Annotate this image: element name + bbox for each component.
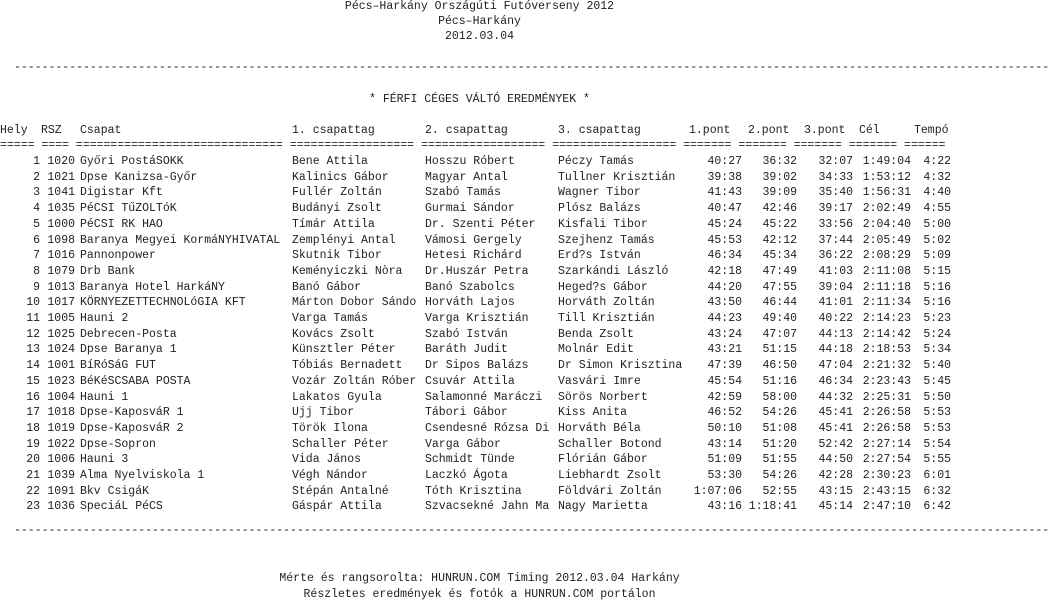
cell-split1: 44:20 <box>707 280 742 294</box>
cell-member1: Ujj Tibor <box>292 406 355 420</box>
cell-pace: 5:16 <box>923 280 951 294</box>
cell-member2: Banó Szabolcs <box>425 280 515 294</box>
cell-member3: Schaller Botond <box>558 437 662 451</box>
table-row <box>0 218 959 232</box>
cell-finish: 2:02:49 <box>862 202 911 216</box>
cell-split2: 54:26 <box>762 406 797 420</box>
cell-split1: 53:30 <box>707 469 742 482</box>
cell-member1: Tímár Attila <box>292 217 375 231</box>
cell-place: 4 <box>33 202 40 216</box>
cell-team: Debrecen-Posta <box>80 327 177 341</box>
cell-member3: Tullner Krisztián <box>558 170 676 184</box>
cell-finish: 2:47:10 <box>862 500 911 514</box>
table-row <box>0 328 959 342</box>
cell-split1: 40:27 <box>707 155 742 168</box>
footer-portal: Részletes eredmények és fotók a HUNRUN.COM portálon <box>303 588 656 601</box>
column-header-team: Csapat <box>80 124 122 137</box>
cell-member1: Lakatos Gyula <box>292 390 382 404</box>
cell-split1: 45:54 <box>707 374 742 388</box>
cell-finish: 2:14:23 <box>862 312 911 325</box>
cell-team: KÖRNYEZETTECHNOLóGIA KFT <box>80 296 246 310</box>
cell-split2: 47:55 <box>762 280 797 294</box>
cell-finish: 1:49:04 <box>862 155 911 168</box>
cell-pace: 5:23 <box>923 312 951 325</box>
cell-team: Hauni 1 <box>80 390 129 404</box>
cell-team: Dpse Kanizsa-Győr <box>80 170 198 184</box>
cell-split2: 1:18:41 <box>748 500 797 514</box>
cell-finish: 2:26:58 <box>862 421 911 435</box>
cell-member3: Benda Zsolt <box>558 327 634 341</box>
table-row <box>0 359 959 373</box>
cell-split2: 42:12 <box>762 233 797 247</box>
cell-finish: 2:11:08 <box>862 264 911 278</box>
cell-place: 12 <box>26 327 40 341</box>
cell-split2: 51:15 <box>762 343 797 357</box>
cell-split3: 44:32 <box>818 390 853 404</box>
cell-member2: Csendesné Rózsa Di <box>425 421 550 435</box>
cell-pace: 5:02 <box>923 233 951 247</box>
cell-team: Bkv CsigáK <box>80 484 150 498</box>
cell-member3: Kiss Anita <box>558 406 628 420</box>
cell-finish: 2:23:43 <box>862 374 911 388</box>
cell-team: PéCSI RK HAO <box>80 217 163 231</box>
cell-finish: 2:43:15 <box>862 484 911 498</box>
cell-team: Dpse-Sopron <box>80 437 156 451</box>
cell-place: 23 <box>26 500 40 514</box>
cell-pace: 5:55 <box>923 453 951 467</box>
cell-member1: Künsztler Péter <box>292 343 396 357</box>
cell-split3: 33:56 <box>818 217 853 231</box>
cell-member3: Vasvári Imre <box>558 374 641 388</box>
cell-member3: Földvári Zoltán <box>558 484 662 498</box>
cell-team: Dpse-KaposváR 1 <box>80 406 184 420</box>
cell-member2: Salamonné Maráczi <box>425 390 543 404</box>
cell-pace: 5:50 <box>923 390 951 404</box>
cell-bib: 1000 <box>47 217 75 231</box>
table-row <box>0 202 959 216</box>
cell-member3: Erd?s István <box>558 249 641 263</box>
cell-split1: 42:59 <box>707 390 742 404</box>
cell-split1: 43:24 <box>707 327 742 341</box>
column-header-split2: 2.pont <box>748 124 790 137</box>
cell-split1: 40:47 <box>707 202 742 216</box>
table-separator: ===== ==== ============================== ================== ================== ================== ======= ======= ======= ======= ====== <box>0 139 946 152</box>
cell-split2: 51:16 <box>762 374 797 388</box>
cell-member1: Zemplényi Antal <box>292 233 396 247</box>
cell-bib: 1019 <box>47 421 75 435</box>
cell-member1: Banó Gábor <box>292 280 362 294</box>
cell-place: 1 <box>33 155 40 168</box>
cell-place: 10 <box>26 296 40 310</box>
cell-pace: 5:15 <box>923 264 951 278</box>
cell-finish: 1:53:12 <box>862 170 911 184</box>
cell-member1: Schaller Péter <box>292 437 389 451</box>
cell-finish: 2:05:49 <box>862 233 911 247</box>
cell-member2: Laczkó Ágota <box>425 469 508 482</box>
cell-pace: 5:54 <box>923 437 951 451</box>
column-header-bib: RSZ <box>41 124 62 137</box>
cell-pace: 4:40 <box>923 186 951 200</box>
cell-split3: 46:34 <box>818 374 853 388</box>
cell-split2: 51:55 <box>762 453 797 467</box>
cell-bib: 1020 <box>47 155 75 168</box>
dashed-divider-bottom: ------------------------------------------------------------------------------------------------------------------------------------------------------ <box>14 524 1049 537</box>
cell-split3: 39:17 <box>818 202 853 216</box>
cell-member2: Hetesi Richárd <box>425 249 522 263</box>
cell-team: BéKéSCSABA POSTA <box>80 374 191 388</box>
cell-member1: Stépán Antalné <box>292 484 389 498</box>
cell-split3: 32:07 <box>818 155 853 168</box>
cell-finish: 2:14:42 <box>862 327 911 341</box>
cell-split1: 43:21 <box>707 343 742 357</box>
cell-split2: 47:07 <box>762 327 797 341</box>
cell-team: Dpse-KaposváR 2 <box>80 421 184 435</box>
cell-member3: Heged?s Gábor <box>558 280 648 294</box>
cell-split1: 46:52 <box>707 406 742 420</box>
cell-team: Digistar Kft <box>80 186 163 200</box>
dashed-divider-top: ------------------------------------------------------------------------------------------------------------------------------------------------------ <box>14 61 1049 74</box>
table-row <box>0 265 959 279</box>
cell-place: 8 <box>33 264 40 278</box>
cell-team: SpeciáL PéCS <box>80 500 163 514</box>
cell-bib: 1013 <box>47 280 75 294</box>
cell-bib: 1025 <box>47 327 75 341</box>
cell-split1: 51:09 <box>707 453 742 467</box>
cell-bib: 1016 <box>47 249 75 263</box>
cell-place: 16 <box>26 390 40 404</box>
cell-bib: 1018 <box>47 406 75 420</box>
cell-member2: Magyar Antal <box>425 170 508 184</box>
cell-finish: 2:18:53 <box>862 343 911 357</box>
table-row <box>0 406 959 420</box>
cell-member2: Dr Sipos Balázs <box>425 359 529 373</box>
cell-team: Dpse Baranya 1 <box>80 343 177 357</box>
cell-split3: 37:44 <box>818 233 853 247</box>
column-header-place: Hely <box>0 124 28 137</box>
cell-split1: 44:23 <box>707 312 742 325</box>
table-row <box>0 171 959 185</box>
cell-split1: 43:50 <box>707 296 742 310</box>
cell-finish: 2:26:58 <box>862 406 911 420</box>
cell-split3: 43:15 <box>818 484 853 498</box>
cell-member3: Dr Simon Krisztina <box>558 359 683 373</box>
cell-split3: 42:28 <box>818 469 853 482</box>
cell-split3: 44:13 <box>818 327 853 341</box>
cell-split2: 42:46 <box>762 202 797 216</box>
table-row <box>0 343 959 357</box>
table-row <box>0 186 959 200</box>
cell-split3: 47:04 <box>818 359 853 373</box>
cell-bib: 1036 <box>47 500 75 514</box>
cell-split2: 39:02 <box>762 170 797 184</box>
cell-finish: 2:25:31 <box>862 390 911 404</box>
cell-team: BíRóSáG FUT <box>80 359 156 373</box>
cell-member2: Szabó Tamás <box>425 186 501 200</box>
cell-split2: 51:08 <box>762 421 797 435</box>
cell-team: Baranya Megyei KormáNYHIVATAL <box>80 233 281 247</box>
cell-place: 2 <box>33 170 40 184</box>
cell-member3: Horváth Zoltán <box>558 296 655 310</box>
table-row <box>0 453 959 467</box>
cell-team: PéCSI TűZOLTóK <box>80 202 177 216</box>
cell-member3: Horváth Béla <box>558 421 641 435</box>
cell-bib: 1021 <box>47 170 75 184</box>
cell-bib: 1004 <box>47 390 75 404</box>
cell-team: Pannonpower <box>80 249 156 263</box>
cell-place: 13 <box>26 343 40 357</box>
cell-member1: Végh Nándor <box>292 469 368 482</box>
column-header-split1: 1.pont <box>689 124 731 137</box>
column-header-member1: 1. csapattag <box>292 124 375 137</box>
cell-split1: 1:07:06 <box>693 484 742 498</box>
cell-place: 7 <box>33 249 40 263</box>
cell-member1: Bene Attila <box>292 155 368 168</box>
cell-split2: 49:40 <box>762 312 797 325</box>
cell-split2: 58:00 <box>762 390 797 404</box>
cell-split3: 45:41 <box>818 406 853 420</box>
cell-bib: 1079 <box>47 264 75 278</box>
cell-member3: Péczy Tamás <box>558 155 634 168</box>
cell-split3: 41:01 <box>818 296 853 310</box>
cell-place: 3 <box>33 186 40 200</box>
cell-split3: 45:14 <box>818 500 853 514</box>
cell-member3: Till Krisztián <box>558 312 655 325</box>
cell-member1: Fullér Zoltán <box>292 186 382 200</box>
cell-finish: 2:30:23 <box>862 469 911 482</box>
cell-member2: Schmidt Tünde <box>425 453 515 467</box>
cell-finish: 2:11:18 <box>862 280 911 294</box>
cell-pace: 6:01 <box>923 469 951 482</box>
cell-bib: 1091 <box>47 484 75 498</box>
cell-split2: 46:44 <box>762 296 797 310</box>
cell-bib: 1017 <box>47 296 75 310</box>
cell-split1: 43:16 <box>707 500 742 514</box>
cell-place: 5 <box>33 217 40 231</box>
cell-split3: 41:03 <box>818 264 853 278</box>
cell-split1: 41:43 <box>707 186 742 200</box>
cell-pace: 5:24 <box>923 327 951 341</box>
cell-member2: Gurmai Sándor <box>425 202 515 216</box>
cell-team: Drb Bank <box>80 264 136 278</box>
cell-split3: 39:04 <box>818 280 853 294</box>
cell-split2: 39:09 <box>762 186 797 200</box>
cell-bib: 1001 <box>47 359 75 373</box>
cell-bib: 1035 <box>47 202 75 216</box>
table-row <box>0 469 959 483</box>
cell-team: Hauni 2 <box>80 312 129 325</box>
cell-member3: Kisfali Tibor <box>558 217 648 231</box>
cell-split3: 44:18 <box>818 343 853 357</box>
cell-pace: 5:40 <box>923 359 951 373</box>
cell-place: 21 <box>26 469 40 482</box>
cell-member1: Keményiczki Nòra <box>292 264 403 278</box>
cell-member1: Kovács Zsolt <box>292 327 375 341</box>
cell-finish: 2:04:40 <box>862 217 911 231</box>
table-row <box>0 438 959 452</box>
cell-split3: 45:41 <box>818 421 853 435</box>
cell-member1: Vida János <box>292 453 362 467</box>
table-row <box>0 422 959 436</box>
cell-team: Hauni 3 <box>80 453 129 467</box>
cell-split1: 46:34 <box>707 249 742 263</box>
cell-bib: 1006 <box>47 453 75 467</box>
cell-member2: Szabó István <box>425 327 508 341</box>
cell-split2: 47:49 <box>762 264 797 278</box>
cell-bib: 1024 <box>47 343 75 357</box>
cell-member1: Tóbiás Bernadett <box>292 359 403 373</box>
cell-bib: 1023 <box>47 374 75 388</box>
cell-split3: 36:22 <box>818 249 853 263</box>
cell-split2: 52:55 <box>762 484 797 498</box>
table-row <box>0 281 959 295</box>
cell-split1: 39:38 <box>707 170 742 184</box>
cell-member3: Szejhenz Tamás <box>558 233 655 247</box>
column-header-finish: Cél <box>859 124 880 137</box>
cell-team: Baranya Hotel HarkáNY <box>80 280 225 294</box>
cell-split1: 42:18 <box>707 264 742 278</box>
cell-bib: 1041 <box>47 186 75 200</box>
table-row <box>0 296 959 310</box>
cell-member3: Sörös Norbert <box>558 390 648 404</box>
cell-place: 22 <box>26 484 40 498</box>
cell-place: 17 <box>26 406 40 420</box>
cell-split3: 40:22 <box>818 312 853 325</box>
category-heading: * FÉRFI CÉGES VÁLTÓ EREDMÉNYEK * <box>369 93 590 106</box>
cell-member2: Vámosi Gergely <box>425 233 522 247</box>
cell-member3: Wagner Tibor <box>558 186 641 200</box>
cell-member3: Molnár Edit <box>558 343 634 357</box>
cell-finish: 2:21:32 <box>862 359 911 373</box>
cell-team: Alma Nyelviskola 1 <box>80 469 205 482</box>
cell-pace: 4:55 <box>923 202 951 216</box>
cell-member1: Vozár Zoltán Róber <box>292 374 417 388</box>
cell-member3: Liebhardt Zsolt <box>558 469 662 482</box>
cell-bib: 1039 <box>47 469 75 482</box>
cell-split2: 45:22 <box>762 217 797 231</box>
table-row <box>0 249 959 263</box>
cell-pace: 5:16 <box>923 296 951 310</box>
column-header-pace: Tempó <box>914 124 949 137</box>
cell-place: 9 <box>33 280 40 294</box>
cell-member1: Kalinics Gábor <box>292 170 389 184</box>
cell-member3: Szarkándi László <box>558 264 669 278</box>
cell-pace: 6:32 <box>923 484 951 498</box>
cell-bib: 1022 <box>47 437 75 451</box>
cell-member3: Plósz Balázs <box>558 202 641 216</box>
column-header-member3: 3. csapattag <box>558 124 641 137</box>
cell-pace: 5:09 <box>923 249 951 263</box>
cell-member1: Márton Dobor Sándo <box>292 296 417 310</box>
cell-member1: Budányi Zsolt <box>292 202 382 216</box>
cell-bib: 1098 <box>47 233 75 247</box>
cell-member2: Horváth Lajos <box>425 296 515 310</box>
cell-member1: Varga Tamás <box>292 312 368 325</box>
race-date: 2012.03.04 <box>444 30 514 43</box>
column-header-member2: 2. csapattag <box>425 124 508 137</box>
cell-split1: 43:14 <box>707 437 742 451</box>
cell-member2: Varga Gábor <box>425 437 501 451</box>
race-location: Pécs–Harkány <box>438 15 521 28</box>
cell-place: 14 <box>26 359 40 373</box>
cell-pace: 5:00 <box>923 217 951 231</box>
cell-split1: 45:53 <box>707 233 742 247</box>
cell-member1: Skutnik Tibor <box>292 249 382 263</box>
cell-pace: 6:42 <box>923 500 951 514</box>
cell-pace: 5:53 <box>923 421 951 435</box>
cell-place: 18 <box>26 421 40 435</box>
cell-member3: Flórián Gábor <box>558 453 648 467</box>
cell-member2: Csuvár Attila <box>425 374 515 388</box>
page-title: Pécs–Harkány Országúti Futóverseny 2012 <box>344 0 615 13</box>
cell-member1: Gáspár Attila <box>292 500 382 514</box>
cell-member2: Dr.Huszár Petra <box>425 264 529 278</box>
cell-finish: 1:56:31 <box>862 186 911 200</box>
cell-member2: Varga Krisztián <box>425 312 529 325</box>
cell-split1: 50:10 <box>707 421 742 435</box>
table-row <box>0 500 959 514</box>
cell-member2: Baráth Judit <box>425 343 508 357</box>
cell-split2: 36:32 <box>762 155 797 168</box>
cell-pace: 5:34 <box>923 343 951 357</box>
cell-team: Győri PostáSOKK <box>80 155 184 168</box>
cell-member2: Tóth Krisztina <box>425 484 522 498</box>
cell-place: 15 <box>26 374 40 388</box>
cell-split2: 54:26 <box>762 469 797 482</box>
cell-finish: 2:27:14 <box>862 437 911 451</box>
cell-split2: 46:50 <box>762 359 797 373</box>
table-row <box>0 375 959 389</box>
cell-split2: 51:20 <box>762 437 797 451</box>
cell-place: 11 <box>26 312 40 325</box>
cell-pace: 5:53 <box>923 406 951 420</box>
cell-place: 6 <box>33 233 40 247</box>
cell-pace: 4:32 <box>923 170 951 184</box>
cell-member2: Tábori Gábor <box>425 406 508 420</box>
table-row <box>0 485 959 499</box>
cell-place: 19 <box>26 437 40 451</box>
table-row <box>0 155 959 169</box>
cell-split2: 45:34 <box>762 249 797 263</box>
footer-timing: Mérte és rangsorolta: HUNRUN.COM Timing 2012.03.04 Harkány <box>279 572 680 585</box>
cell-finish: 2:11:34 <box>862 296 911 310</box>
cell-split3: 52:42 <box>818 437 853 451</box>
table-row <box>0 312 959 326</box>
cell-split3: 34:33 <box>818 170 853 184</box>
table-row <box>0 391 959 405</box>
cell-member2: Dr. Szenti Péter <box>425 217 536 231</box>
cell-member2: Hosszu Róbert <box>425 155 515 168</box>
cell-split1: 45:24 <box>707 217 742 231</box>
cell-finish: 2:27:54 <box>862 453 911 467</box>
cell-member1: Török Ilona <box>292 421 368 435</box>
column-header-split3: 3.pont <box>804 124 846 137</box>
table-row <box>0 234 959 248</box>
cell-member2: Szvacsekné Jahn Ma <box>425 500 550 514</box>
cell-split3: 35:40 <box>818 186 853 200</box>
cell-finish: 2:08:29 <box>862 249 911 263</box>
cell-split3: 44:50 <box>818 453 853 467</box>
cell-pace: 4:22 <box>923 155 951 168</box>
cell-bib: 1005 <box>47 312 75 325</box>
cell-pace: 5:45 <box>923 374 951 388</box>
cell-member3: Nagy Marietta <box>558 500 648 514</box>
cell-split1: 47:39 <box>707 359 742 373</box>
cell-place: 20 <box>26 453 40 467</box>
